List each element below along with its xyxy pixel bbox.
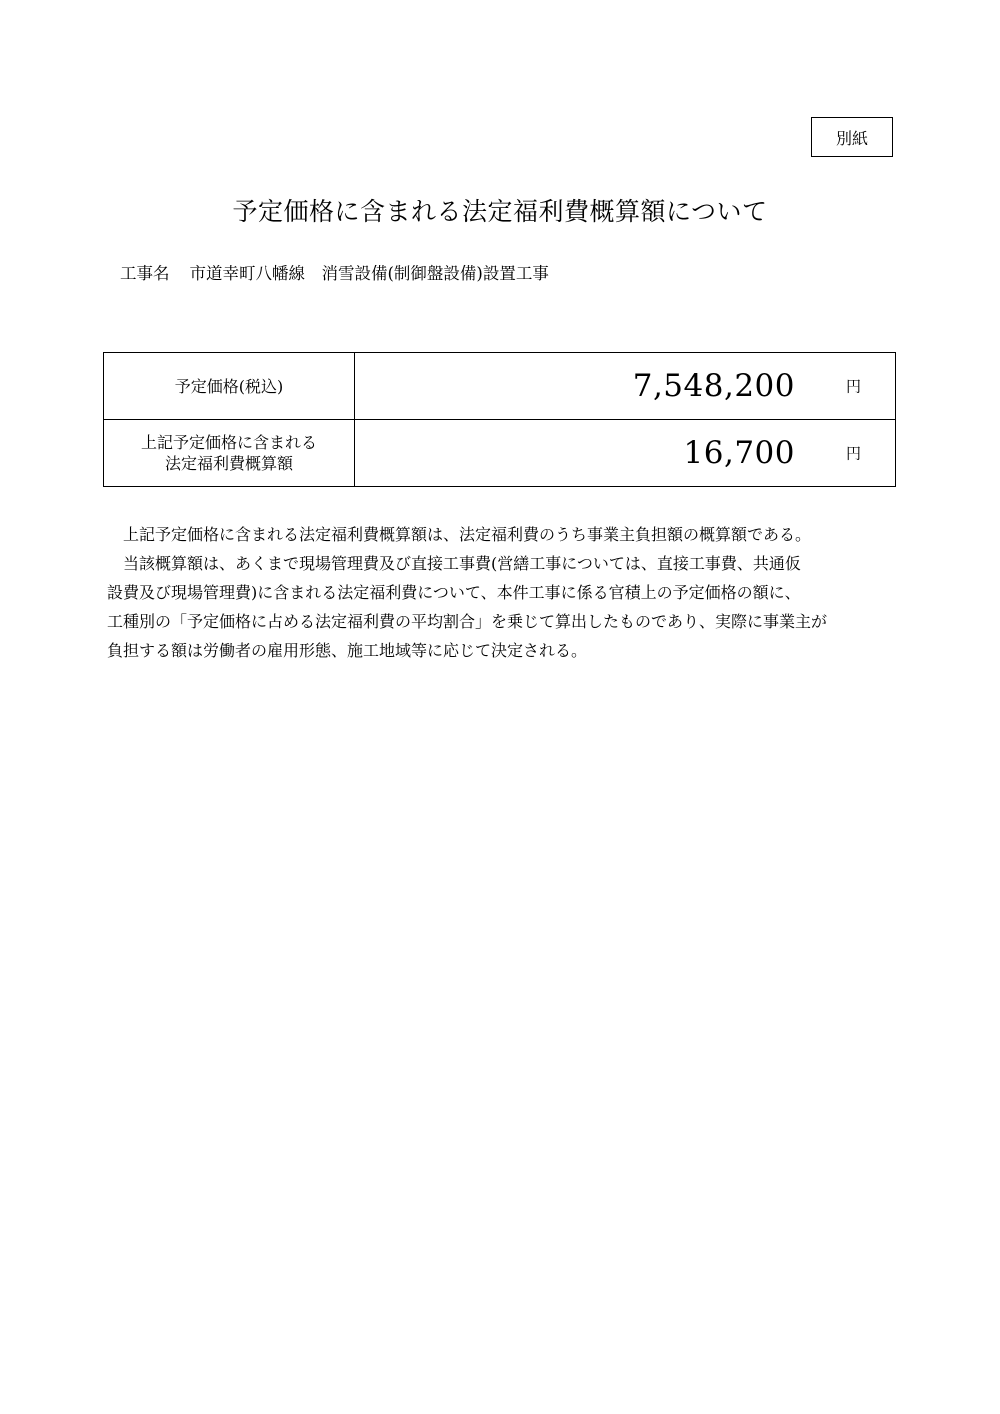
project-label: 工事名 bbox=[120, 264, 170, 283]
label-line: 予定価格(税込) bbox=[174, 376, 284, 396]
note-line: 上記予定価格に含まれる法定福利費概算額は、法定福利費のうち事業主負担額の概算額である。 bbox=[107, 525, 812, 544]
table-row-welfare-cost bbox=[104, 420, 896, 487]
project-line bbox=[120, 260, 549, 284]
table-row-estimated-price bbox=[104, 353, 896, 420]
attachment-label: 別紙 bbox=[811, 117, 893, 157]
estimated-price-label bbox=[104, 353, 355, 420]
note-line: 設費及び現場管理費)に含まれる法定福利費について、本件工事に係る官積上の予定価格の額に、 bbox=[107, 583, 801, 602]
welfare-cost-amount: 16,700 bbox=[683, 435, 795, 471]
welfare-cost-label bbox=[104, 420, 355, 487]
note-line: 当該概算額は、あくまで現場管理費及び直接工事費(営繕工事については、直接工事費、共通仮 bbox=[107, 554, 801, 573]
label-line: 上記予定価格に含まれる bbox=[140, 433, 317, 452]
price-table bbox=[103, 352, 896, 487]
document-title: 予定価格に含まれる法定福利費概算額について bbox=[232, 197, 768, 226]
explanatory-notes bbox=[107, 520, 897, 665]
yen-unit: 円 bbox=[845, 444, 861, 463]
notes-paragraph-2 bbox=[107, 549, 897, 665]
yen-unit: 円 bbox=[845, 377, 861, 396]
note-line: 工種別の「予定価格に占める法定福利費の平均割合」を乗じて算出したものであり、実際に事業主が bbox=[107, 612, 828, 631]
notes-paragraph-1 bbox=[107, 520, 897, 549]
label-line: 法定福利費概算額 bbox=[164, 454, 293, 473]
welfare-cost-value bbox=[355, 420, 896, 487]
project-name: 市道幸町八幡線 消雪設備(制御盤設備)設置工事 bbox=[189, 264, 549, 283]
estimated-price-value bbox=[355, 353, 896, 420]
note-line: 負担する額は労働者の雇用形態、施工地域等に応じて決定される。 bbox=[107, 641, 588, 660]
estimated-price-amount: 7,548,200 bbox=[632, 368, 795, 404]
